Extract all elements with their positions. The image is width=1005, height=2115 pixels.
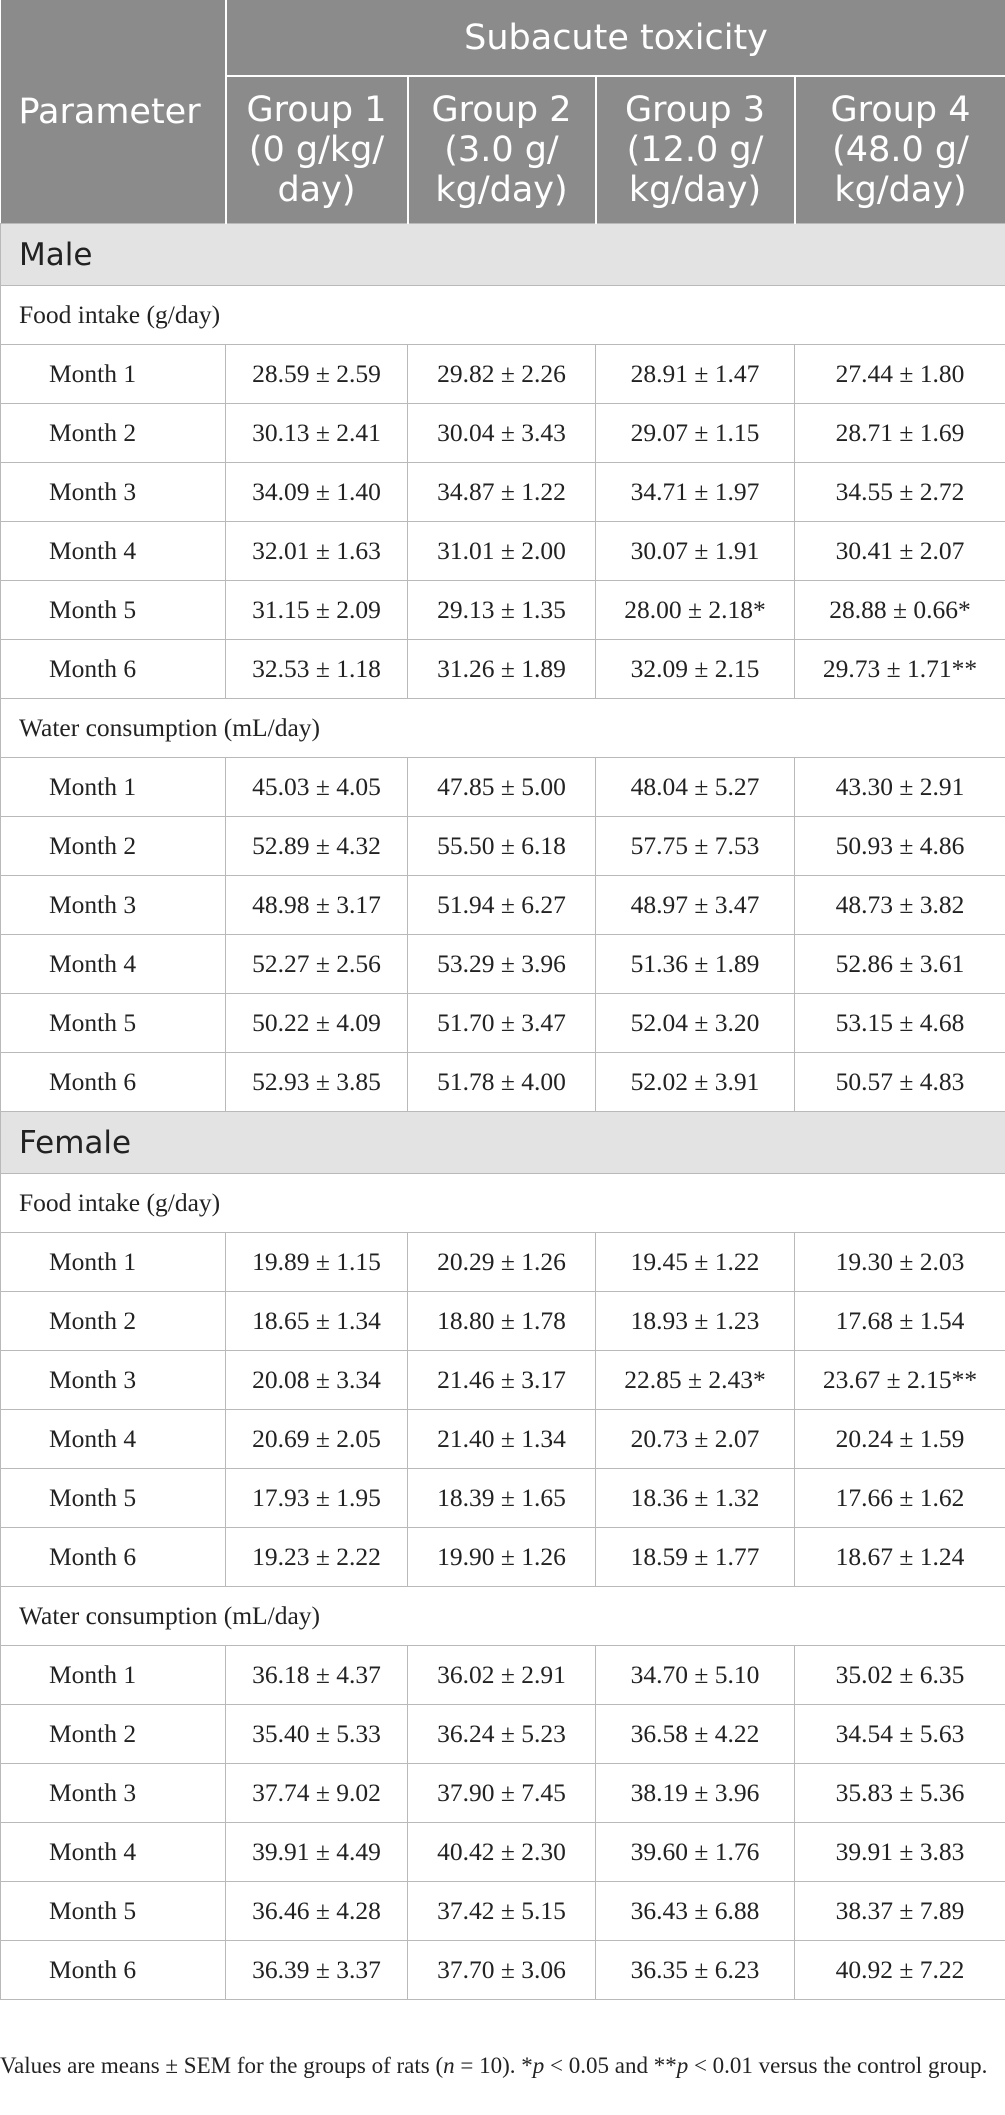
sex-label: Male: [1, 224, 1005, 286]
value-cell: 52.02 ± 3.91: [596, 1053, 795, 1112]
value-cell: 29.73 ± 1.71**: [795, 640, 1005, 699]
value-cell: 36.39 ± 3.37: [226, 1941, 408, 2000]
row-label: Month 2: [1, 1705, 226, 1764]
value-cell: 36.02 ± 2.91: [408, 1646, 596, 1705]
value-cell: 23.67 ± 2.15**: [795, 1351, 1005, 1410]
value-cell: 36.24 ± 5.23: [408, 1705, 596, 1764]
value-cell: 36.18 ± 4.37: [226, 1646, 408, 1705]
sex-group-row: [1, 1112, 1005, 1174]
table-row: [1, 1764, 1005, 1823]
section-title: Water consumption (mL/day): [1, 1587, 1005, 1646]
value-cell: 52.89 ± 4.32: [226, 817, 408, 876]
value-cell: 36.58 ± 4.22: [596, 1705, 795, 1764]
value-cell: 48.73 ± 3.82: [795, 876, 1005, 935]
table-row: [1, 1705, 1005, 1764]
value-cell: 30.13 ± 2.41: [226, 404, 408, 463]
value-cell: 19.45 ± 1.22: [596, 1233, 795, 1292]
section-row: [1, 1587, 1005, 1646]
value-cell: 34.55 ± 2.72: [795, 463, 1005, 522]
table-footnote: Values are means ± SEM for the groups of rats (n = 10). *p < 0.05 and **p < 0.01 versus the control group.: [0, 2053, 988, 2078]
table-row: [1, 1469, 1005, 1528]
table-row: [1, 404, 1005, 463]
table-row: [1, 463, 1005, 522]
value-cell: 52.04 ± 3.20: [596, 994, 795, 1053]
group-1-header: Group 1 (0 g/kg/ day): [226, 76, 408, 224]
row-label: Month 6: [1, 1941, 226, 2000]
value-cell: 36.43 ± 6.88: [596, 1882, 795, 1941]
row-label: Month 6: [1, 1053, 226, 1112]
value-cell: 18.36 ± 1.32: [596, 1469, 795, 1528]
row-label: Month 2: [1, 1292, 226, 1351]
value-cell: 36.46 ± 4.28: [226, 1882, 408, 1941]
table-row: [1, 758, 1005, 817]
value-cell: 18.67 ± 1.24: [795, 1528, 1005, 1587]
value-cell: 31.01 ± 2.00: [408, 522, 596, 581]
section-title: Food intake (g/day): [1, 1174, 1005, 1233]
value-cell: 48.97 ± 3.47: [596, 876, 795, 935]
value-cell: 35.02 ± 6.35: [795, 1646, 1005, 1705]
value-cell: 20.24 ± 1.59: [795, 1410, 1005, 1469]
table-row: [1, 522, 1005, 581]
table-row: [1, 994, 1005, 1053]
value-cell: 17.93 ± 1.95: [226, 1469, 408, 1528]
row-label: Month 3: [1, 1351, 226, 1410]
value-cell: 52.27 ± 2.56: [226, 935, 408, 994]
row-label: Month 5: [1, 1882, 226, 1941]
value-cell: 34.70 ± 5.10: [596, 1646, 795, 1705]
value-cell: 37.90 ± 7.45: [408, 1764, 596, 1823]
value-cell: 18.93 ± 1.23: [596, 1292, 795, 1351]
value-cell: 38.37 ± 7.89: [795, 1882, 1005, 1941]
row-label: Month 3: [1, 463, 226, 522]
value-cell: 22.85 ± 2.43*: [596, 1351, 795, 1410]
table-body: [1, 224, 1005, 2000]
row-label: Month 1: [1, 1646, 226, 1705]
value-cell: 39.91 ± 4.49: [226, 1823, 408, 1882]
value-cell: 37.42 ± 5.15: [408, 1882, 596, 1941]
row-label: Month 3: [1, 876, 226, 935]
value-cell: 19.30 ± 2.03: [795, 1233, 1005, 1292]
row-label: Month 1: [1, 1233, 226, 1292]
table-row: [1, 1941, 1005, 2000]
table-row: [1, 345, 1005, 404]
table-row: [1, 876, 1005, 935]
value-cell: 37.74 ± 9.02: [226, 1764, 408, 1823]
value-cell: 45.03 ± 4.05: [226, 758, 408, 817]
value-cell: 32.01 ± 1.63: [226, 522, 408, 581]
table-header: [1, 0, 1005, 224]
value-cell: 53.15 ± 4.68: [795, 994, 1005, 1053]
row-label: Month 4: [1, 1823, 226, 1882]
value-cell: 18.80 ± 1.78: [408, 1292, 596, 1351]
value-cell: 21.40 ± 1.34: [408, 1410, 596, 1469]
value-cell: 48.04 ± 5.27: [596, 758, 795, 817]
value-cell: 34.09 ± 1.40: [226, 463, 408, 522]
value-cell: 18.39 ± 1.65: [408, 1469, 596, 1528]
value-cell: 30.04 ± 3.43: [408, 404, 596, 463]
table-row: [1, 1292, 1005, 1351]
value-cell: 31.15 ± 2.09: [226, 581, 408, 640]
section-title: Water consumption (mL/day): [1, 699, 1005, 758]
row-label: Month 3: [1, 1764, 226, 1823]
value-cell: 20.69 ± 2.05: [226, 1410, 408, 1469]
value-cell: 37.70 ± 3.06: [408, 1941, 596, 2000]
value-cell: 34.71 ± 1.97: [596, 463, 795, 522]
parameter-header: Parameter: [1, 0, 226, 224]
value-cell: 51.70 ± 3.47: [408, 994, 596, 1053]
value-cell: 28.91 ± 1.47: [596, 345, 795, 404]
table-row: [1, 1528, 1005, 1587]
sex-group-row: [1, 224, 1005, 286]
value-cell: 48.98 ± 3.17: [226, 876, 408, 935]
value-cell: 51.94 ± 6.27: [408, 876, 596, 935]
value-cell: 50.22 ± 4.09: [226, 994, 408, 1053]
section-row: [1, 1174, 1005, 1233]
value-cell: 32.09 ± 2.15: [596, 640, 795, 699]
row-label: Month 5: [1, 994, 226, 1053]
value-cell: 27.44 ± 1.80: [795, 345, 1005, 404]
value-cell: 53.29 ± 3.96: [408, 935, 596, 994]
value-cell: 55.50 ± 6.18: [408, 817, 596, 876]
table-row: [1, 1823, 1005, 1882]
table-row: [1, 1646, 1005, 1705]
value-cell: 34.87 ± 1.22: [408, 463, 596, 522]
value-cell: 30.07 ± 1.91: [596, 522, 795, 581]
table-row: [1, 1410, 1005, 1469]
value-cell: 47.85 ± 5.00: [408, 758, 596, 817]
value-cell: 38.19 ± 3.96: [596, 1764, 795, 1823]
value-cell: 19.89 ± 1.15: [226, 1233, 408, 1292]
table-row: [1, 935, 1005, 994]
value-cell: 20.08 ± 3.34: [226, 1351, 408, 1410]
value-cell: 19.23 ± 2.22: [226, 1528, 408, 1587]
value-cell: 50.57 ± 4.83: [795, 1053, 1005, 1112]
section-row: [1, 286, 1005, 345]
value-cell: 51.36 ± 1.89: [596, 935, 795, 994]
table-row: [1, 1882, 1005, 1941]
row-label: Month 2: [1, 404, 226, 463]
table-row: [1, 1351, 1005, 1410]
value-cell: 35.83 ± 5.36: [795, 1764, 1005, 1823]
value-cell: 18.59 ± 1.77: [596, 1528, 795, 1587]
value-cell: 29.13 ± 1.35: [408, 581, 596, 640]
value-cell: 35.40 ± 5.33: [226, 1705, 408, 1764]
row-label: Month 4: [1, 522, 226, 581]
value-cell: 52.93 ± 3.85: [226, 1053, 408, 1112]
value-cell: 30.41 ± 2.07: [795, 522, 1005, 581]
group-2-header: Group 2 (3.0 g/ kg/day): [408, 76, 596, 224]
value-cell: 20.73 ± 2.07: [596, 1410, 795, 1469]
row-label: Month 6: [1, 1528, 226, 1587]
value-cell: 29.82 ± 2.26: [408, 345, 596, 404]
value-cell: 28.71 ± 1.69: [795, 404, 1005, 463]
row-label: Month 4: [1, 1410, 226, 1469]
value-cell: 29.07 ± 1.15: [596, 404, 795, 463]
group-3-header: Group 3 (12.0 g/ kg/day): [596, 76, 795, 224]
table-row: [1, 817, 1005, 876]
section-row: [1, 699, 1005, 758]
table-row: [1, 1053, 1005, 1112]
value-cell: 18.65 ± 1.34: [226, 1292, 408, 1351]
row-label: Month 1: [1, 758, 226, 817]
value-cell: 39.91 ± 3.83: [795, 1823, 1005, 1882]
table-row: [1, 581, 1005, 640]
value-cell: 31.26 ± 1.89: [408, 640, 596, 699]
table-row: [1, 1233, 1005, 1292]
row-label: Month 5: [1, 581, 226, 640]
value-cell: 57.75 ± 7.53: [596, 817, 795, 876]
row-label: Month 1: [1, 345, 226, 404]
row-label: Month 2: [1, 817, 226, 876]
row-label: Month 5: [1, 1469, 226, 1528]
value-cell: 36.35 ± 6.23: [596, 1941, 795, 2000]
sex-label: Female: [1, 1112, 1005, 1174]
value-cell: 50.93 ± 4.86: [795, 817, 1005, 876]
value-cell: 40.92 ± 7.22: [795, 1941, 1005, 2000]
value-cell: 28.59 ± 2.59: [226, 345, 408, 404]
value-cell: 17.66 ± 1.62: [795, 1469, 1005, 1528]
table-row: [1, 640, 1005, 699]
value-cell: 32.53 ± 1.18: [226, 640, 408, 699]
value-cell: 39.60 ± 1.76: [596, 1823, 795, 1882]
subacute-toxicity-header: Subacute toxicity: [226, 0, 1005, 76]
value-cell: 51.78 ± 4.00: [408, 1053, 596, 1112]
value-cell: 28.88 ± 0.66*: [795, 581, 1005, 640]
group-4-header: Group 4 (48.0 g/ kg/day): [795, 76, 1005, 224]
value-cell: 40.42 ± 2.30: [408, 1823, 596, 1882]
value-cell: 52.86 ± 3.61: [795, 935, 1005, 994]
row-label: Month 4: [1, 935, 226, 994]
value-cell: 19.90 ± 1.26: [408, 1528, 596, 1587]
value-cell: 43.30 ± 2.91: [795, 758, 1005, 817]
value-cell: 20.29 ± 1.26: [408, 1233, 596, 1292]
value-cell: 17.68 ± 1.54: [795, 1292, 1005, 1351]
value-cell: 34.54 ± 5.63: [795, 1705, 1005, 1764]
section-title: Food intake (g/day): [1, 286, 1005, 345]
value-cell: 28.00 ± 2.18*: [596, 581, 795, 640]
value-cell: 21.46 ± 3.17: [408, 1351, 596, 1410]
row-label: Month 6: [1, 640, 226, 699]
